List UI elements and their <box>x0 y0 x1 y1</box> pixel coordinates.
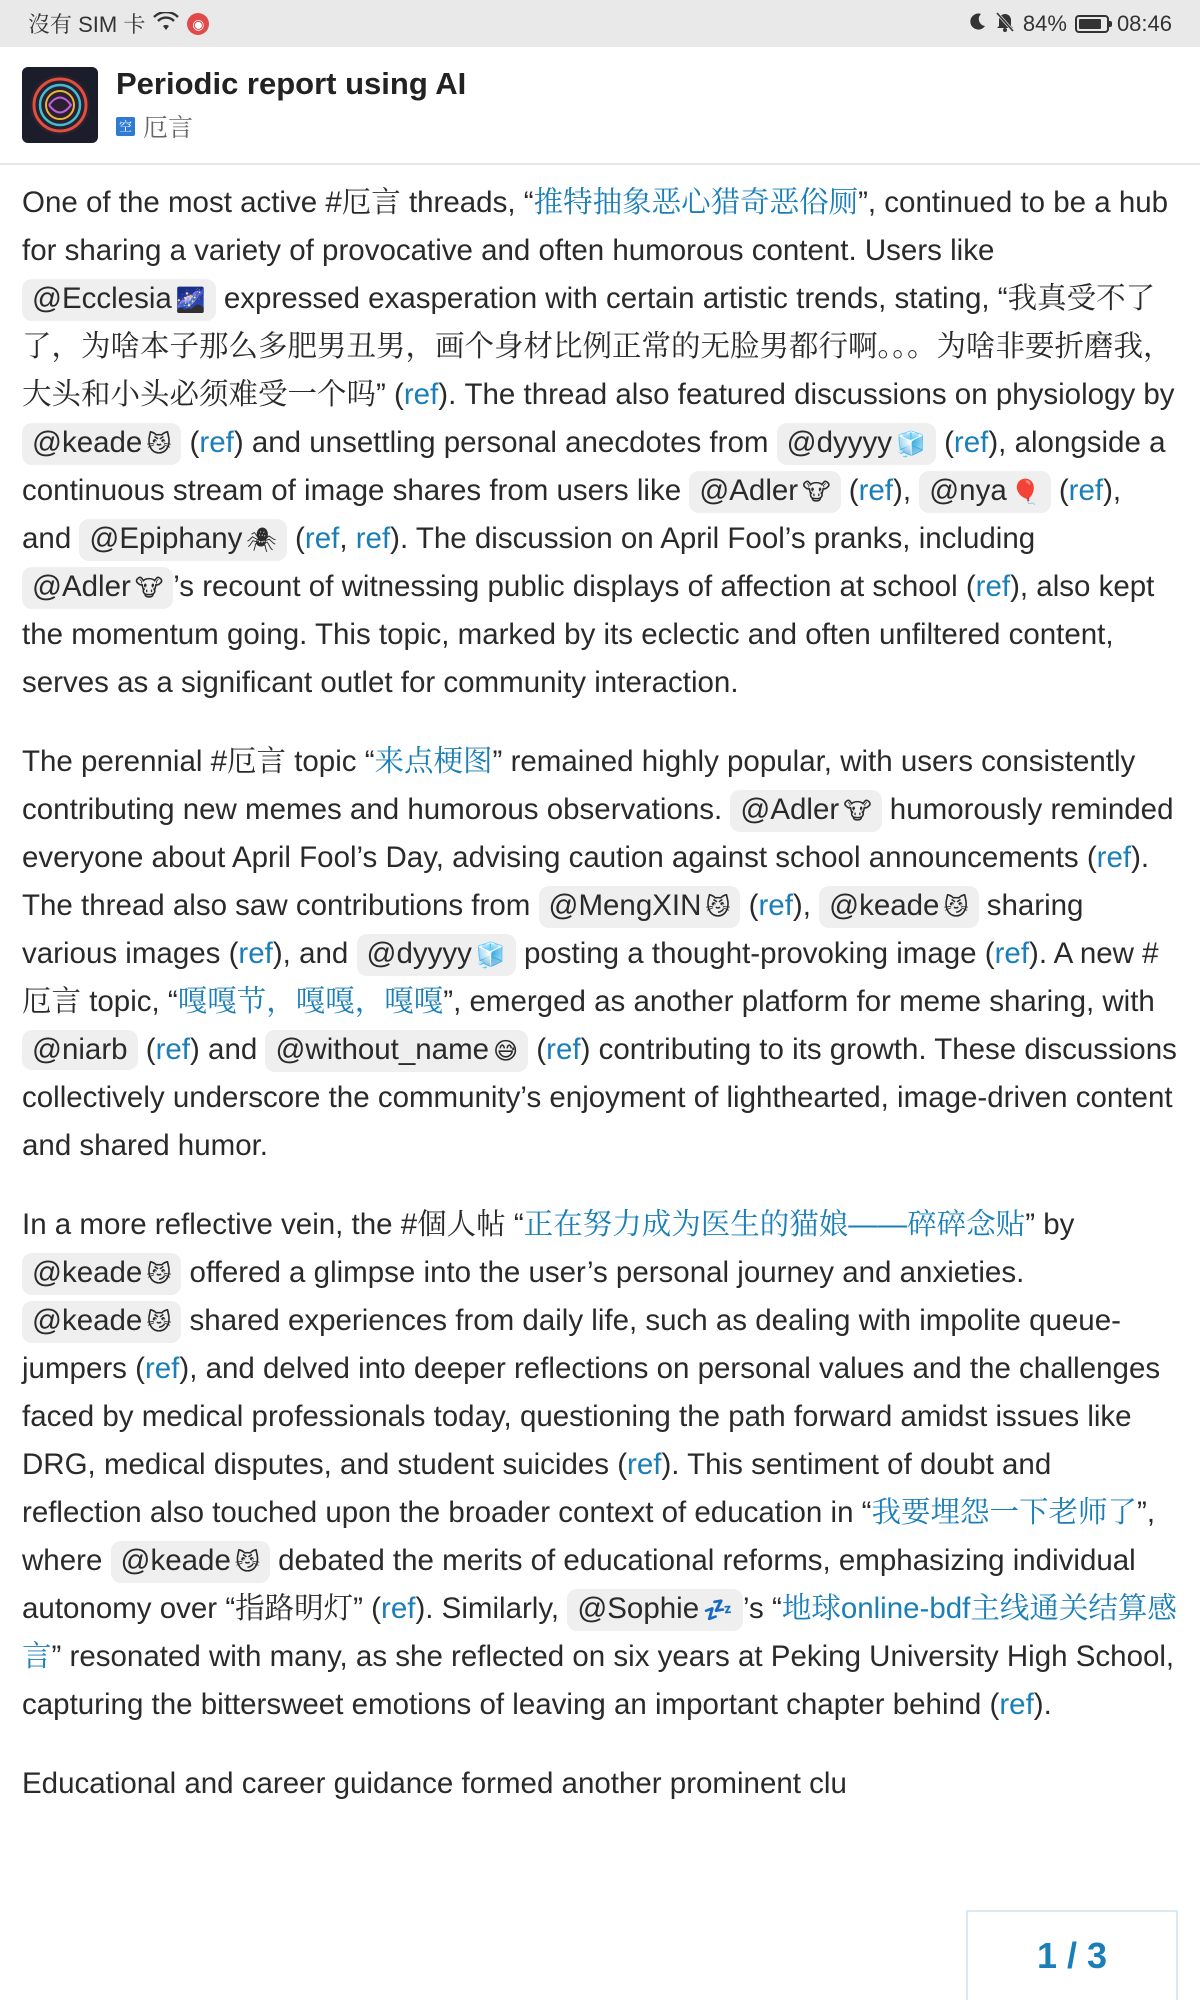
text: The perennial #厄言 topic “ <box>22 745 375 778</box>
mention-name: @Adler <box>32 570 131 603</box>
mute-bell-icon <box>995 11 1015 37</box>
ref-link[interactable]: ref <box>627 1448 662 1481</box>
status-emoji-icon: 🧊 <box>475 942 506 969</box>
text: One of the most active #厄言 threads, “ <box>22 186 534 219</box>
text: ”, emerged as another platform for meme sharing, with <box>443 985 1155 1018</box>
user-mention[interactable] <box>730 790 881 832</box>
ref-link[interactable]: ref <box>304 522 340 555</box>
text: ’s recount of witnessing public displays of affection at school ( <box>173 570 976 603</box>
post-pager[interactable]: 1 / 3 <box>966 1910 1178 2000</box>
text: ”, where <box>22 1496 1156 1577</box>
topic-link[interactable]: 我要埋怨一下老师了 <box>871 1496 1138 1529</box>
mention-name: @Ecclesia <box>32 282 172 315</box>
status-emoji-icon: 😼 <box>705 894 731 921</box>
text: ( <box>181 426 200 459</box>
ref-link[interactable]: ref <box>858 474 894 507</box>
user-mention[interactable] <box>22 1030 138 1070</box>
text: ”, continued to be a hub for sharing a variety of provocative and often humorous content. Users like <box>22 186 1169 267</box>
status-emoji-icon: 😅 <box>493 1038 519 1065</box>
text: offered a glimpse into the user’s personal journey and anxieties. <box>181 1256 1025 1289</box>
text: In a more reflective vein, the #個人帖 “ <box>22 1208 524 1241</box>
mention-name: @Adler <box>699 474 799 507</box>
status-emoji-icon: 🐮 <box>843 798 872 825</box>
battery-fill <box>1079 19 1101 29</box>
text: ). Similarly, <box>415 1592 568 1625</box>
user-mention[interactable] <box>689 471 840 513</box>
status-emoji-icon: 🐮 <box>134 575 164 602</box>
status-emoji-icon: 🕷 <box>246 527 277 554</box>
topic-link[interactable]: 正在努力成为医生的猫娘——碎碎念贴 <box>523 1208 1026 1241</box>
text: ). <box>1033 1688 1052 1721</box>
text: ) and <box>190 1033 266 1066</box>
category-label: 厄言 <box>143 114 194 142</box>
topic-link[interactable]: 嘎嘎节，嘎嘎，嘎嘎 <box>177 985 444 1018</box>
ref-link[interactable]: ref <box>999 1688 1034 1721</box>
text: ). The thread also saw contributions from <box>22 841 1150 922</box>
topic-link[interactable]: 地球online-bdf主线通关结算感言 <box>22 1592 1177 1673</box>
ref-link[interactable]: ref <box>975 570 1011 603</box>
text: ( <box>935 426 954 459</box>
ref-link[interactable]: ref <box>144 1352 180 1385</box>
battery-percent: 84% <box>1022 10 1067 36</box>
text: posting a thought-provoking image ( <box>515 937 995 970</box>
mention-name: @MengXIN <box>548 889 702 922</box>
text: ), and <box>272 937 357 970</box>
text: , <box>339 522 356 555</box>
mention-name: @keade <box>32 1304 143 1337</box>
text: ). A new #厄言 topic, “ <box>22 937 1159 1018</box>
ref-link[interactable]: ref <box>403 378 439 411</box>
status-emoji-icon: 😼 <box>146 1261 172 1288</box>
ref-link[interactable]: ref <box>994 937 1030 970</box>
text: ” by <box>1025 1208 1075 1241</box>
user-mention[interactable] <box>22 279 216 321</box>
text: ( <box>1050 474 1069 507</box>
status-left <box>28 8 209 39</box>
ref-link[interactable]: ref <box>238 937 273 970</box>
user-mention[interactable] <box>22 567 173 609</box>
text: ) contributing to its growth. These discussions collectively underscore the community’s enjoyment of lighthearted, image-driven content and shared humor. <box>22 1033 1177 1162</box>
mention-name: @Adler <box>740 793 840 826</box>
text: sharing various images ( <box>22 889 1084 970</box>
text: ( <box>137 1033 156 1066</box>
mention-name: @niarb <box>32 1033 128 1066</box>
text: ( <box>840 474 859 507</box>
status-right <box>967 11 1172 37</box>
notification-app-icon: ◉ <box>187 13 209 35</box>
text: ( <box>528 1033 547 1066</box>
mention-name: @nya <box>929 474 1007 507</box>
page-title[interactable]: Periodic report using AI <box>116 66 467 101</box>
paragraph-4 <box>22 1760 1178 1808</box>
mention-name: @keade <box>120 1544 231 1577</box>
moon-icon <box>967 12 987 36</box>
mention-name: @keade <box>32 426 143 459</box>
mention-name: @Epiphany <box>89 522 243 555</box>
text: Educational and career guidance formed another prominent clu <box>22 1767 847 1800</box>
ref-link[interactable]: ref <box>381 1592 416 1625</box>
text: ’s “ <box>743 1592 782 1625</box>
text: ). The discussion on April Fool’s pranks, including <box>390 522 1036 555</box>
status-emoji-icon: 🎈 <box>1010 479 1041 506</box>
mention-name: @keade <box>32 1256 143 1289</box>
text: humorously reminded everyone about April Fool’s Day, advising caution against school announcements ( <box>22 793 1174 874</box>
mention-name: @dyyyy <box>786 426 892 459</box>
text: ” resonated with many, as she reflected on six years at Peking University High School, capturing the bittersweet emotions of leaving an important chapter behind ( <box>22 1640 1175 1721</box>
title-block <box>116 66 466 144</box>
mention-name: @keade <box>829 889 940 922</box>
post-body <box>0 165 1200 1808</box>
battery-icon <box>1075 15 1109 33</box>
text: ), <box>893 474 920 507</box>
paragraph-1 <box>22 179 1178 707</box>
carrier-label: 沒有 SIM 卡 <box>28 12 146 37</box>
wifi-icon <box>153 12 179 36</box>
status-emoji-icon: 😼 <box>234 1549 260 1576</box>
text: ” remained highly popular, with users consistently contributing new memes and humorous observations. <box>22 745 1136 826</box>
topic-header <box>0 47 1200 165</box>
user-mention[interactable] <box>567 1589 743 1631</box>
text: ). This sentiment of doubt and reflection also touched upon the broader context of education in “ <box>22 1448 1052 1529</box>
topic-link[interactable]: 推特抽象恶心猎奇恶俗厕 <box>533 186 859 219</box>
category-link[interactable] <box>116 108 466 144</box>
text: ), and <box>22 474 1122 555</box>
user-mention[interactable] <box>79 519 286 561</box>
user-mention[interactable] <box>357 934 516 976</box>
status-emoji-icon: 🌌 <box>175 287 206 314</box>
paragraph-3 <box>22 1201 1178 1729</box>
user-mention[interactable] <box>22 423 181 465</box>
status-emoji-icon: 🐮 <box>802 479 831 506</box>
ref-link[interactable]: ref <box>1068 474 1104 507</box>
user-mention[interactable] <box>265 1030 528 1072</box>
user-mention[interactable] <box>22 1253 181 1295</box>
ref-link[interactable]: ref <box>546 1033 581 1066</box>
user-mention[interactable] <box>22 1301 181 1343</box>
user-mention[interactable] <box>819 886 978 928</box>
text: ( <box>740 889 759 922</box>
text: ), alongside a continuous stream of image shares from users like <box>22 426 1166 507</box>
user-mention[interactable] <box>111 1541 270 1583</box>
status-emoji-icon: 😼 <box>943 894 969 921</box>
site-logo[interactable] <box>22 67 98 143</box>
text: ( <box>286 522 305 555</box>
status-emoji-icon: 💤 <box>703 1597 734 1624</box>
user-mention[interactable] <box>539 886 741 928</box>
ref-link[interactable]: ref <box>155 1033 191 1066</box>
status-emoji-icon: 😼 <box>146 1309 172 1336</box>
text: ), <box>792 889 820 922</box>
mention-name: @without_name <box>275 1033 490 1066</box>
user-mention[interactable] <box>777 423 936 465</box>
ref-link[interactable]: ref <box>355 522 391 555</box>
text: shared experiences from daily life, such as dealing with impolite queue-jumpers ( <box>22 1304 1121 1385</box>
text: ), also kept the momentum going. This topic, marked by its eclectic and often unfiltered content, serves as a significant outlet for community interaction. <box>22 570 1155 699</box>
text: ). The thread also featured discussions on physiology by <box>438 378 1175 411</box>
topic-link[interactable]: 来点梗图 <box>374 745 493 778</box>
clock: 08:46 <box>1116 10 1172 36</box>
paragraph-2 <box>22 738 1178 1170</box>
status-emoji-icon: 😼 <box>146 431 172 458</box>
category-badge-icon: 空 <box>116 117 135 136</box>
ref-link[interactable]: ref <box>199 426 234 459</box>
ref-link[interactable]: ref <box>953 426 989 459</box>
ref-link[interactable]: ref <box>758 889 793 922</box>
mention-name: @dyyyy <box>366 937 472 970</box>
ref-link[interactable]: ref <box>1096 841 1132 874</box>
user-mention[interactable] <box>919 471 1050 513</box>
text: debated the merits of educational reforms, emphasizing individual autonomy over “指路明灯” ( <box>22 1544 1136 1625</box>
status-emoji-icon: 🧊 <box>896 431 926 458</box>
text: ), and delved into deeper reflections on personal values and the challenges faced by medical professionals today, questioning the path forward amidst issues like DRG, medical disputes, and student suicides ( <box>22 1352 1161 1481</box>
status-bar <box>0 0 1200 47</box>
text: ) and unsettling personal anecdotes from <box>233 426 777 459</box>
mention-name: @Sophie <box>577 1592 700 1625</box>
text: expressed exasperation with certain artistic trends, stating, “我真受不了了，为啥本子那么多肥男丑男，画个身材比例正常的无脸男都行啊。。。为啥非要折磨我，大头和小头必须难受一个吗” ( <box>22 282 1173 411</box>
